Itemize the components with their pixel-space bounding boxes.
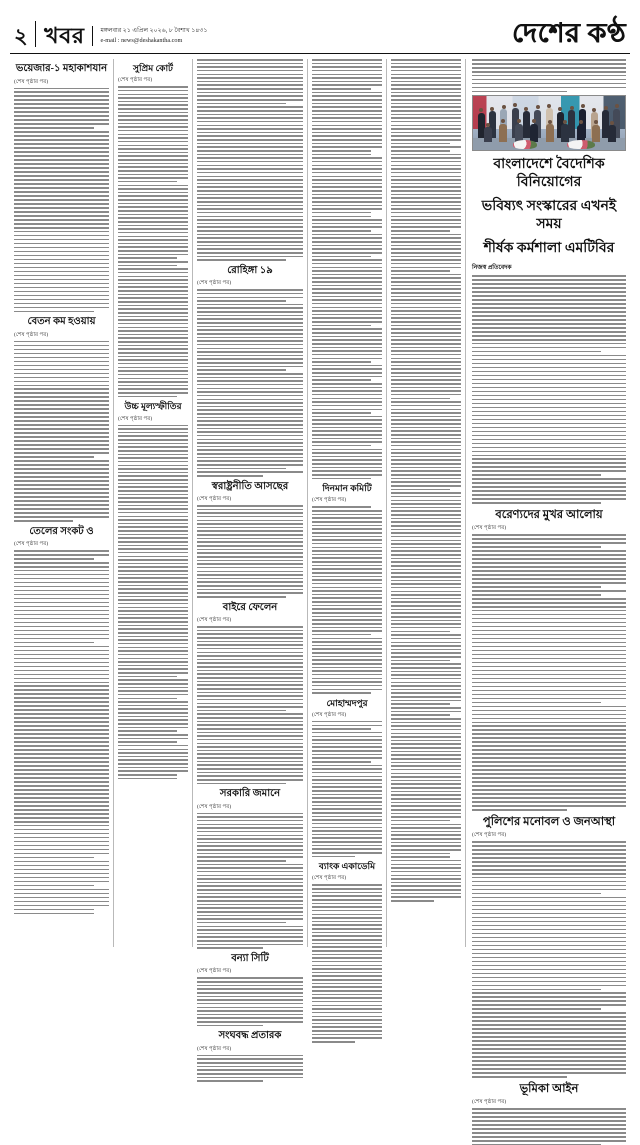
article-body-text (197, 977, 303, 1026)
article-body-text (472, 275, 626, 504)
photo-person (592, 125, 600, 142)
photo-person-head (610, 121, 614, 125)
article-body-text (197, 1055, 303, 1082)
photo-person (608, 125, 616, 142)
photo-person-head (547, 104, 551, 108)
article-headline: ভবিষ্যৎ সংস্কারের এখনই সময় (481, 198, 617, 233)
article-headline: সরকারি জমানে (219, 788, 281, 800)
photo-person-head (548, 120, 552, 124)
article-headline: ভূমিকা আইন (519, 1082, 579, 1095)
masthead-meta (92, 26, 207, 46)
article-headline: ভয়েজার-১ মহাকাশযান (15, 63, 108, 74)
continued-from-label: (শেষ পৃষ্ঠার পর) (14, 331, 49, 338)
article-body-text (312, 884, 382, 1042)
article-headline: বরেণ্যদের মুখর আলোয় (495, 508, 603, 521)
continued-from-label: (শেষ পৃষ্ঠার পর) (118, 415, 153, 422)
article-body-text (312, 506, 382, 693)
continued-from-label: (শেষ পৃষ্ঠার পর) (14, 78, 49, 85)
continued-from-label: (শেষ পৃষ্ঠার পর) (312, 711, 347, 718)
photo-person-head (563, 120, 567, 124)
continued-from-label: (শেষ পৃষ্ঠার পর) (312, 875, 347, 882)
continued-from-label: (শেষ পৃষ্ঠার পর) (197, 496, 232, 502)
photo-person-head (570, 106, 574, 110)
article-body-text (391, 59, 461, 902)
article-body-text (118, 425, 188, 780)
article-body-text (472, 534, 626, 810)
column-3 (192, 59, 307, 1052)
photo-person-head (486, 123, 490, 127)
article-headline: ব্যাংক একাডেমি (318, 861, 376, 872)
masthead (10, 8, 630, 50)
article-body-text (14, 550, 109, 914)
continued-from-label: (শেষ পৃষ্ঠার পর) (197, 1045, 232, 1052)
photo-person-head (604, 106, 608, 110)
continued-from-label: (শেষ পৃষ্ঠার পর) (472, 525, 507, 532)
article-columns (10, 59, 630, 1106)
photo-person-head (592, 108, 596, 112)
article-headline: সংঘবদ্ধ প্রতারক (218, 1030, 282, 1042)
page-number: ২ (14, 24, 28, 48)
continued-from-label: (শেষ পৃষ্ঠার পর) (312, 497, 347, 504)
article-headline: বাংলাদেশে বৈদেশিক বিনিয়োগের (493, 156, 605, 191)
photo-front-row (473, 121, 625, 143)
contact-email: e-mail : news@deshakantha.com (100, 36, 183, 44)
photo-person (530, 124, 538, 142)
article-body-text (312, 59, 382, 479)
article-headline: বাইরে ফেলেন (222, 601, 278, 613)
photo-person-head (501, 119, 505, 123)
photo-person-head (536, 105, 540, 109)
photo-person (499, 124, 507, 143)
continued-from-label: (শেষ পৃষ্ঠার পর) (14, 541, 49, 548)
continued-from-label: (শেষ পৃষ্ঠার পর) (197, 803, 232, 810)
article-body-text (472, 1108, 626, 1145)
article-headline: সুপ্রিম কোর্ট (133, 63, 173, 73)
article-body-text (197, 289, 303, 476)
column-1 (10, 59, 113, 947)
article-headline: বন্যা সিটি (231, 952, 269, 964)
photo-person-head (532, 119, 536, 123)
column-2 (113, 59, 192, 947)
article-headline: উচ্চ মূল্যস্ফীতির (124, 401, 182, 412)
section-title: খবর (44, 23, 85, 48)
article-headline: বেতন কম হওয়ায় (27, 316, 96, 328)
continued-from-label: (শেষ পৃষ্ঠার পর) (118, 77, 153, 84)
continued-from-label: (শেষ পৃষ্ঠার পর) (197, 617, 232, 624)
article-body-text (197, 626, 303, 784)
workshop-group-photo (472, 95, 626, 151)
article-headline: পুলিশের মনোবল ও জনআস্থা (482, 815, 616, 828)
photo-person-head (558, 107, 562, 111)
continued-from-label: (শেষ পৃষ্ঠার পর) (197, 280, 232, 287)
article-body-text (472, 59, 626, 92)
masthead-rule (10, 53, 630, 54)
photo-person-head (502, 105, 506, 109)
photo-person-head (579, 120, 583, 124)
photo-person-head (479, 108, 483, 112)
continued-from-label: (শেষ পৃষ্ঠার পর) (472, 1099, 507, 1106)
article-headline: স্বরাষ্ট্রনীতি আসছের (211, 480, 289, 492)
continued-from-label: (শেষ পৃষ্ঠার পর) (197, 968, 232, 975)
article-body-text (118, 86, 188, 397)
article-body-text (197, 505, 303, 598)
photo-person (484, 127, 492, 142)
publication-brand: দেশের কণ্ঠ (511, 18, 626, 48)
article-headline: তেলের সংকট ও (29, 525, 94, 537)
continued-from-label: (শেষ পৃষ্ঠার পর) (472, 832, 507, 839)
publication-date: মঙ্গলবার ২১ এপ্রিল ২০২৬, ৮ বৈশাখ ১৪৩১ (100, 26, 208, 34)
photo-flower-arrangement (567, 140, 594, 149)
photo-person-head (513, 103, 517, 107)
article-headline: মোহাম্মদপুর (326, 697, 368, 708)
photo-person-head (615, 104, 619, 108)
column-5 (386, 59, 465, 947)
article-body-text (312, 721, 382, 857)
article-headline: শীর্ষক কর্মশালা এমটিবির (483, 240, 615, 256)
article-body-text (14, 88, 109, 313)
article-headline: রোহিঙ্গা ১৯ (227, 264, 273, 276)
article-body-text (197, 59, 303, 261)
column-6 (465, 59, 630, 1106)
article-body-text (197, 813, 303, 949)
photo-person-head (490, 107, 494, 111)
article-byline: নিজস্ব প্রতিবেদক (472, 265, 512, 272)
photo-person (561, 124, 569, 142)
photo-person-head (594, 120, 598, 124)
photo-person (546, 124, 554, 142)
article-body-text (472, 841, 626, 1078)
photo-person-head (524, 107, 528, 111)
photo-person-head (581, 104, 585, 108)
photo-flower-arrangement (513, 140, 537, 149)
article-headline: দিনমান কমিটি (322, 483, 372, 494)
column-4 (307, 59, 386, 947)
photo-person-head (517, 119, 521, 123)
article-body-text (14, 341, 109, 522)
